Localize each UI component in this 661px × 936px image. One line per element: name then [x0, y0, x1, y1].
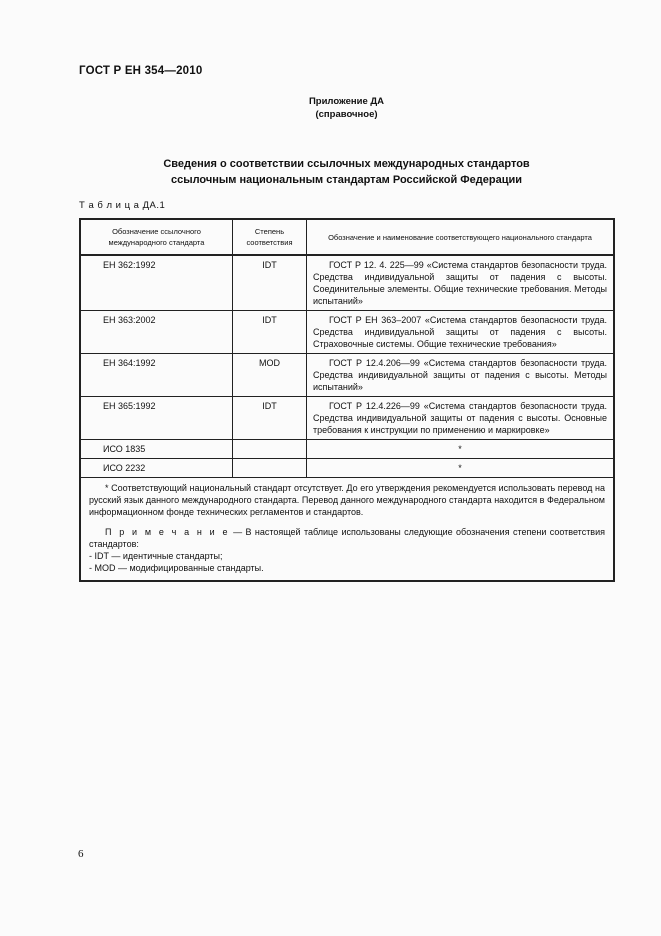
note-item: - IDT — идентичные стандарты;: [89, 551, 223, 561]
header-national-standard: Обозначение и наименование соответствующего национального стандарта: [307, 220, 614, 256]
table-footer-row: [81, 478, 614, 581]
table-header-row: [81, 220, 614, 256]
cell-national: ГОСТ Р 12.4.226—99 «Система стандартов безопасности труда. Средства индивидуальной защиты от падения с высоты. Основные требования к инструкции по применению и маркировке»: [307, 397, 614, 440]
table-row: [81, 440, 614, 459]
table-row: [81, 459, 614, 478]
table-row: [81, 255, 614, 311]
cell-ref: ЕН 364:1992: [81, 354, 233, 397]
note-text: — В настоящей таблице использованы следующие обозначения степени соответствия стандартов:: [89, 527, 605, 549]
section-title-line-1: Сведения о соответствии ссылочных международных стандартов: [163, 158, 530, 170]
table-row: [81, 354, 614, 397]
cell-degree: MOD: [233, 354, 307, 397]
cell-degree: [233, 459, 307, 478]
cell-ref: ИСО 2232: [81, 459, 233, 478]
cell-ref: ЕН 362:1992: [81, 255, 233, 311]
table-label: Т а б л и ц а ДА.1: [79, 200, 166, 211]
table-row: [81, 397, 614, 440]
cell-ref: ЕН 365:1992: [81, 397, 233, 440]
document-code-header: ГОСТ Р ЕН 354—2010: [79, 65, 203, 77]
cell-degree: [233, 440, 307, 459]
cell-degree: IDT: [233, 397, 307, 440]
section-title-line-2: ссылочным национальным стандартам Российской Федерации: [170, 174, 523, 186]
note-item: - MOD — модифицированные стандарты.: [89, 563, 264, 573]
cell-degree: IDT: [233, 255, 307, 311]
cell-national: *: [307, 440, 614, 459]
cell-degree: IDT: [233, 311, 307, 354]
page-number: 6: [78, 848, 84, 860]
cell-ref: ИСО 1835: [81, 440, 233, 459]
note: [89, 526, 605, 550]
cell-ref: ЕН 363:2002: [81, 311, 233, 354]
footnote: * Соответствующий национальный стандарт отсутствует. До его утверждения рекомендуется использовать перевод на русский язык данного международного стандарта. Перевод данного международного стандарта находится в Федеральном информационном фонде технических регламентов и стандартов.: [89, 483, 605, 517]
annex-title: Приложение ДА: [308, 96, 385, 107]
header-degree: Степень соответствия: [233, 220, 307, 256]
annex-subtitle: (справочное): [315, 109, 378, 120]
note-label: П р и м е ч а н и е: [105, 527, 230, 537]
cell-national: ГОСТ Р ЕН 363–2007 «Система стандартов безопасности труда. Средства индивидуальной защиты от падения с высоты. Страховочные системы. Общие технические требования»: [307, 311, 614, 354]
cell-national: *: [307, 459, 614, 478]
cell-national: ГОСТ Р 12.4.206—99 «Система стандартов безопасности труда. Средства индивидуальной защиты от падения с высоты. Методы испытаний»: [307, 354, 614, 397]
header-international-standard: Обозначение ссылочного международного стандарта: [81, 220, 233, 256]
table-row: [81, 311, 614, 354]
correspondence-table: [79, 218, 615, 582]
cell-national: ГОСТ Р 12. 4. 225—99 «Система стандартов безопасности труда. Средства индивидуальной защиты от падения с высоты. Соединительные элементы. Общие технические требования. Методы испытаний»: [307, 255, 614, 311]
table-footer: [81, 478, 614, 581]
